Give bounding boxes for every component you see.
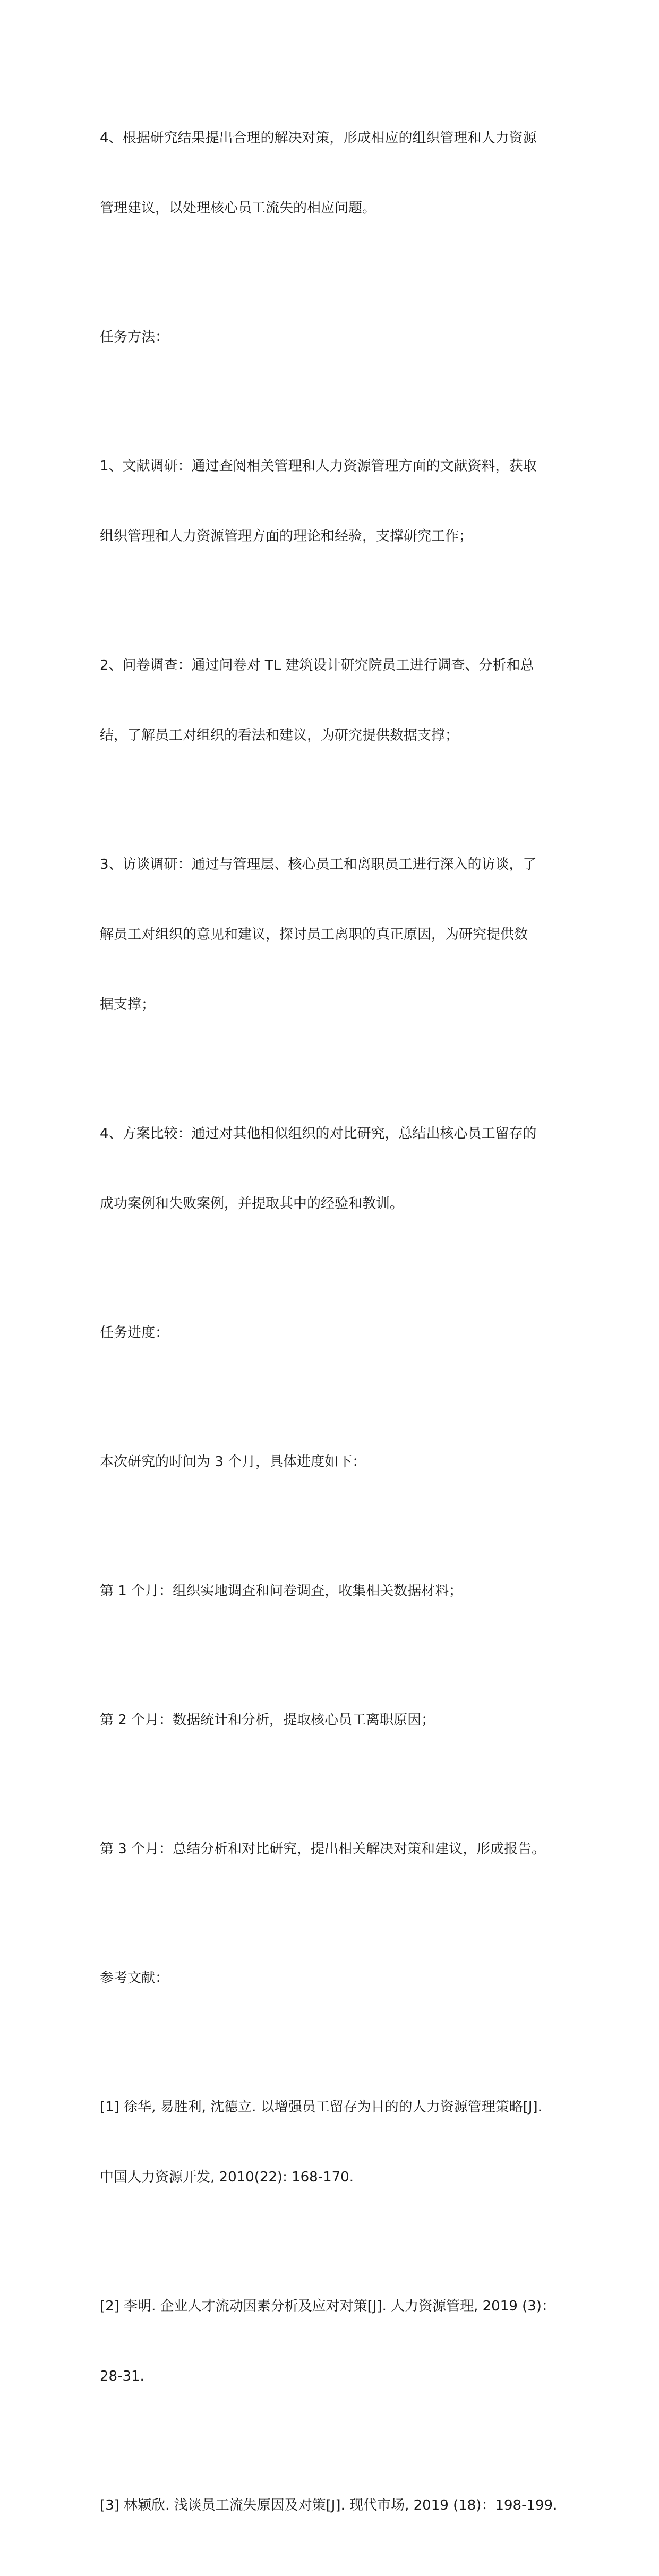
reference-3 <box>100 2447 578 2564</box>
text-line: 第 2 个月：数据统计和分析，提取核心员工离职原因； <box>100 1712 435 1728</box>
text-line: 成功案例和失败案例，并提取其中的经验和教训。 <box>100 1196 404 1212</box>
text-line: 28-31. <box>100 2368 144 2384</box>
text-line: 3、访谈调研：通过与管理层、核心员工和离职员工进行深入的访谈，了 <box>100 857 537 872</box>
method-2-paragraph <box>100 607 578 794</box>
text-line: 任务进度： <box>100 1325 169 1341</box>
text-line: [2] 李明. 企业人才流动因素分析及应对对策[J]. 人力资源管理, 2019 (3)： <box>100 2298 555 2314</box>
schedule-month-3 <box>100 1791 578 1907</box>
schedule-heading <box>100 1274 578 1391</box>
schedule-month-1 <box>100 1533 578 1649</box>
method-3-paragraph <box>100 806 578 1063</box>
text-line: 4、根据研究结果提出合理的解决对策，形成相应的组织管理和人力资源 <box>100 130 537 146</box>
schedule-intro <box>100 1403 578 1520</box>
text-line: 解员工对组织的意见和建议，探讨员工离职的真正原因，为研究提供数 <box>100 927 528 943</box>
text-line: 任务方法： <box>100 329 169 345</box>
method-4-paragraph <box>100 1075 578 1262</box>
text-line: 2、问卷调查：通过问卷对 TL 建筑设计研究院员工进行调查、分析和总 <box>100 657 534 673</box>
reference-1 <box>100 2049 578 2236</box>
text-line: 中国人力资源开发, 2010(22): 168-170. <box>100 2169 354 2185</box>
text-line: [3] 林颖欣. 浅谈员工流失原因及对策[J]. 现代市场, 2019 (18)：198-199. <box>100 2497 558 2513</box>
text-line: 第 3 个月：总结分析和对比研究，提出相关解决对策和建议，形成报告。 <box>100 1841 546 1857</box>
text-line: 本次研究的时间为 3 个月，具体进度如下： <box>100 1454 366 1470</box>
text-line: 第 1 个月：组织实地调查和问卷调查，收集相关数据材料； <box>100 1583 463 1599</box>
text-line: 管理建议，以处理核心员工流失的相应问题。 <box>100 200 376 216</box>
text-line: 4、方案比较：通过对其他相似组织的对比研究，总结出核心员工留存的 <box>100 1126 537 1142</box>
schedule-month-2 <box>100 1662 578 1778</box>
text-line: 据支撑； <box>100 997 156 1013</box>
text-line: 1、文献调研：通过查阅相关管理和人力资源管理方面的文献资料，获取 <box>100 458 537 474</box>
reference-2 <box>100 2248 578 2435</box>
text-line: 参考文献： <box>100 1970 169 1986</box>
text-line: [1] 徐华, 易胜利, 沈德立. 以增强员工留存为目的的人力资源管理策略[J]. <box>100 2099 542 2115</box>
document-page <box>100 80 578 2576</box>
objective-4-paragraph <box>100 80 578 267</box>
references-heading <box>100 1920 578 2036</box>
methods-heading <box>100 279 578 396</box>
method-1-paragraph <box>100 408 578 595</box>
text-line: 组织管理和人力资源管理方面的理论和经验，支撑研究工作； <box>100 528 473 544</box>
text-line: 结，了解员工对组织的看法和建议，为研究提供数据支撑； <box>100 728 459 743</box>
